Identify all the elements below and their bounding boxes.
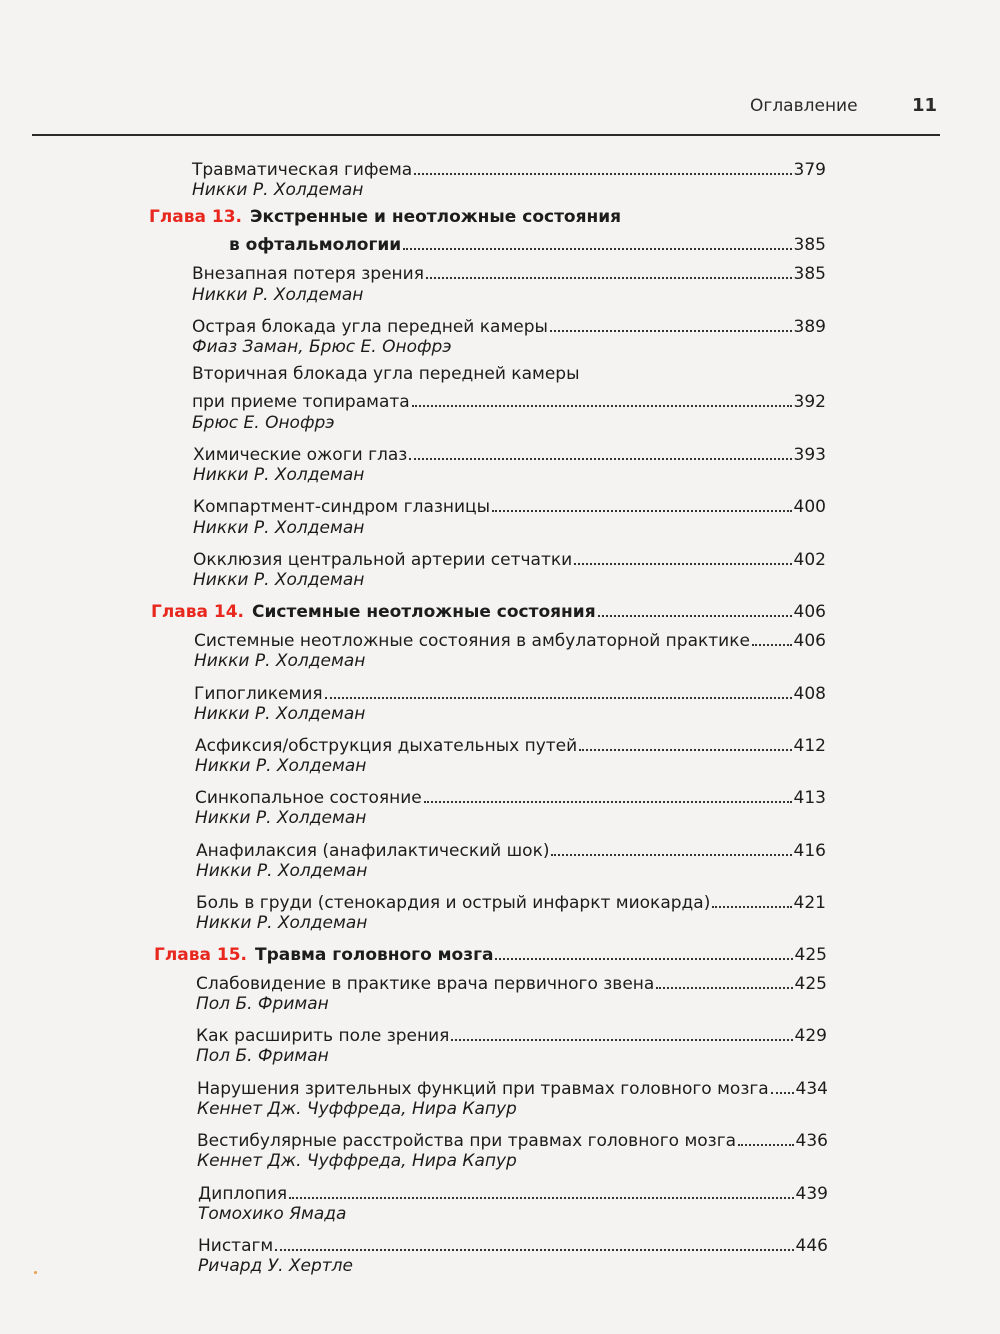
- toc-entry-page: 402: [793, 550, 826, 570]
- dot-leader: [752, 638, 792, 646]
- toc-entry-page: 413: [793, 788, 826, 808]
- toc-entry-page: 389: [793, 317, 826, 337]
- toc-entry-title: Нарушения зрительных функций при травмах головного мозга: [197, 1079, 769, 1099]
- toc-entry[interactable]: [193, 492, 826, 518]
- toc-entry-author: Никки Р. Холдеман: [196, 913, 368, 933]
- chapter-heading[interactable]: [149, 207, 621, 227]
- chapter-heading[interactable]: [154, 940, 827, 966]
- toc-entry-author: Никки Р. Холдеман: [193, 570, 365, 590]
- toc-entry-author: Томохико Ямада: [198, 1204, 347, 1224]
- toc-entry[interactable]: [193, 545, 826, 571]
- dot-leader: [574, 557, 791, 565]
- toc-entry-title: Острая блокада угла передней камеры: [192, 317, 548, 337]
- toc-entry-title: Анафилаксия (анафилактический шок): [196, 841, 550, 861]
- toc-entry-title: при приеме топирамата: [192, 392, 410, 412]
- toc-entry[interactable]: [192, 387, 826, 413]
- dot-leader: [771, 1086, 794, 1094]
- toc-entry-title: Вестибулярные расстройства при травмах головного мозга: [197, 1131, 737, 1151]
- dot-leader: [656, 981, 792, 989]
- toc-entry-author: Фиаз Заман, Брюс Е. Онофрэ: [192, 337, 452, 357]
- toc-entry-author: Никки Р. Холдеман: [195, 756, 367, 776]
- dot-leader: [412, 399, 792, 407]
- dot-leader: [424, 795, 792, 803]
- toc-entry-author: Ричард У. Хертле: [198, 1256, 354, 1276]
- page-header: [0, 0, 1000, 140]
- toc-entry[interactable]: [192, 155, 826, 181]
- toc-entry-author: Кеннет Дж. Чуффреда, Нира Капур: [197, 1099, 517, 1119]
- dot-leader: [492, 504, 791, 512]
- toc-entry-author: Никки Р. Холдеман: [192, 180, 364, 200]
- toc-entry[interactable]: [195, 731, 826, 757]
- chapter-page: 406: [793, 602, 826, 622]
- toc-entry-title: Нистагм: [198, 1236, 274, 1256]
- toc-entry[interactable]: [196, 836, 826, 862]
- toc-entry-author: Никки Р. Холдеман: [196, 861, 368, 881]
- chapter-heading[interactable]: [151, 597, 826, 623]
- toc-entry-page: 400: [793, 497, 826, 517]
- toc-entry-page: 408: [793, 684, 826, 704]
- chapter-title: в офтальмологии: [229, 235, 402, 255]
- toc-entry-title: Как расширить поле зрения: [196, 1026, 450, 1046]
- chapter-title: Системные неотложные состояния: [252, 602, 596, 622]
- chapter-label: Глава 15.: [154, 945, 248, 965]
- toc-entry[interactable]: [195, 783, 826, 809]
- toc-entry-page: 379: [793, 160, 826, 180]
- chapter-page: 385: [793, 235, 826, 255]
- toc-entry-page: 446: [795, 1236, 828, 1256]
- dot-leader: [551, 848, 791, 856]
- toc-entry[interactable]: [193, 440, 826, 466]
- toc-entry-author: Никки Р. Холдеман: [193, 465, 365, 485]
- toc-entry-title: Асфиксия/обструкция дыхательных путей: [195, 736, 578, 756]
- toc-entry[interactable]: [198, 1231, 828, 1257]
- toc-entry-author: Никки Р. Холдеман: [194, 651, 366, 671]
- dot-leader: [451, 1033, 792, 1041]
- toc-entry-page: 416: [793, 841, 826, 861]
- toc-entry-page: 392: [793, 392, 826, 412]
- toc-entry-page: 385: [793, 264, 826, 284]
- toc-entry[interactable]: [198, 1179, 828, 1205]
- header-rule: [32, 134, 940, 136]
- toc-entry-author: Брюс Е. Онофрэ: [192, 413, 335, 433]
- toc-entry-page: 429: [794, 1026, 827, 1046]
- toc-entry-page: 412: [793, 736, 826, 756]
- toc-entry-title: Компартмент-синдром глазницы: [193, 497, 491, 517]
- dot-leader: [403, 242, 791, 250]
- toc-entry-title: Травматическая гифема: [192, 160, 413, 180]
- toc-entry[interactable]: [192, 259, 826, 285]
- toc-entry-author: Кеннет Дж. Чуффреда, Нира Капур: [197, 1151, 517, 1171]
- toc-entry-page: 406: [793, 631, 826, 651]
- toc-entry-title: Химические ожоги глаз: [193, 445, 408, 465]
- toc-entry-page: 421: [793, 893, 826, 913]
- toc-entry-title: Диплопия: [198, 1184, 288, 1204]
- toc-entry-title: Системные неотложные состояния в амбулаторной практике: [194, 631, 750, 651]
- dot-leader: [409, 452, 791, 460]
- chapter-label: Глава 14.: [151, 602, 245, 622]
- dot-leader: [738, 1138, 793, 1146]
- chapter-title: Травма головного мозга: [255, 945, 494, 965]
- toc-entry-page: 434: [795, 1079, 828, 1099]
- toc-entry[interactable]: [192, 312, 826, 338]
- print-speck: [34, 1271, 37, 1274]
- dot-leader: [495, 952, 792, 960]
- toc-entry-title: Внезапная потеря зрения: [192, 264, 424, 284]
- dot-leader: [414, 167, 791, 175]
- toc-entry-title: Окклюзия центральной артерии сетчатки: [193, 550, 573, 570]
- toc-entry-title: Синкопальное состояние: [195, 788, 422, 808]
- dot-leader: [579, 743, 791, 751]
- toc-entry[interactable]: [197, 1074, 828, 1100]
- toc-entry-title: Гипогликемия: [194, 684, 323, 704]
- toc-entry[interactable]: [194, 626, 826, 652]
- page-number: 11: [912, 95, 938, 116]
- toc-entry-author: Никки Р. Холдеман: [193, 518, 365, 538]
- chapter-label: Глава 13.: [149, 207, 243, 227]
- dot-leader: [550, 324, 792, 332]
- dot-leader: [325, 691, 792, 699]
- toc-entry-page: 425: [794, 974, 827, 994]
- toc-entry[interactable]: [194, 679, 826, 705]
- chapter-page: 425: [794, 945, 827, 965]
- chapter-title: Экстренные и неотложные состояния: [250, 207, 622, 227]
- dot-leader: [598, 609, 792, 617]
- toc-entry-page: 439: [795, 1184, 828, 1204]
- toc-entry-page: 393: [793, 445, 826, 465]
- toc-entry[interactable]: [197, 1126, 828, 1152]
- toc-entry-page: 436: [795, 1131, 828, 1151]
- toc-entry-author: Пол Б. Фриман: [196, 994, 329, 1014]
- toc-entry-author: Никки Р. Холдеман: [195, 808, 367, 828]
- chapter-heading-line2[interactable]: [229, 230, 826, 256]
- dot-leader: [426, 271, 792, 279]
- running-header-title: Оглавление: [750, 96, 858, 116]
- toc-entry-title: Боль в груди (стенокардия и острый инфаркт миокарда): [196, 893, 711, 913]
- toc-entry[interactable]: [196, 1021, 827, 1047]
- toc-entry[interactable]: [196, 969, 827, 995]
- dot-leader: [275, 1243, 793, 1251]
- toc-entry[interactable]: [196, 888, 826, 914]
- toc-entry-author: Никки Р. Холдеман: [194, 704, 366, 724]
- dot-leader: [289, 1191, 793, 1199]
- toc-entry-title-line1[interactable]: Вторичная блокада угла передней камеры: [192, 364, 580, 384]
- toc-entry-author: Пол Б. Фриман: [196, 1046, 329, 1066]
- toc-entry-author: Никки Р. Холдеман: [192, 285, 364, 305]
- dot-leader: [712, 900, 791, 908]
- toc-entry-title: Слабовидение в практике врача первичного звена: [196, 974, 655, 994]
